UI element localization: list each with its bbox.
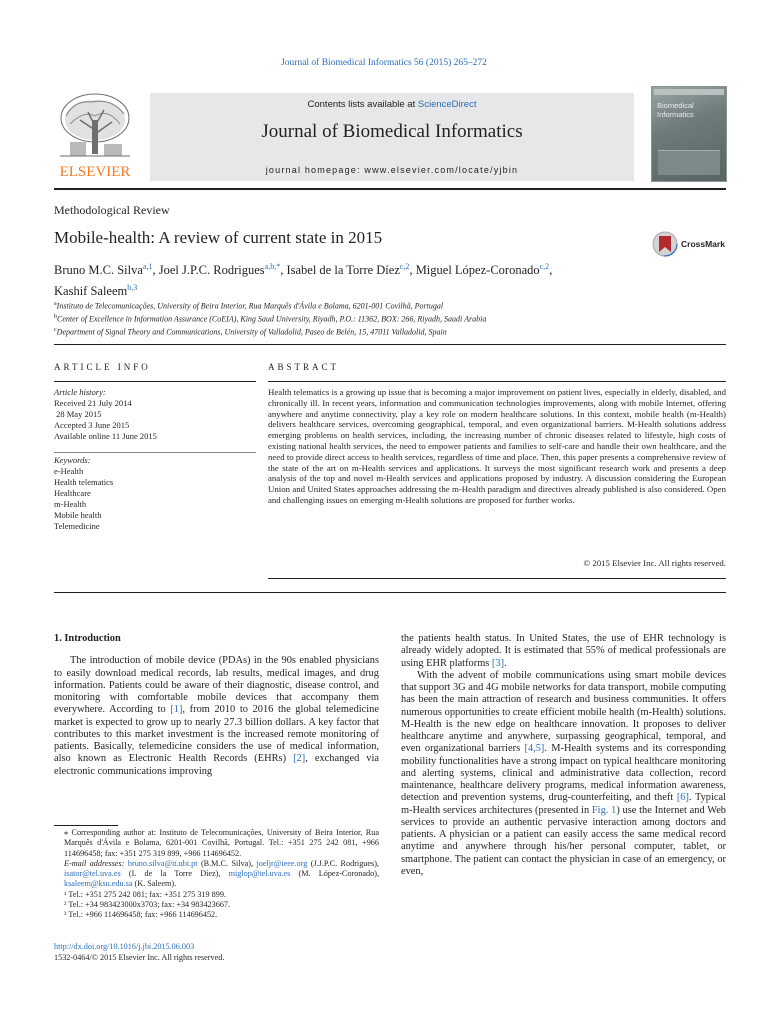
figure-link[interactable]: Fig. 1 bbox=[591, 804, 617, 816]
affiliation-item: $^c$Department of Signal Theory and Communications, University of Valladolid, Paseo de Belén, 15, 47011 Valladolid, Spain bbox=[54, 327, 447, 337]
intro-paragraph: The introduction of mobile device (PDAs) in the 90s enabled physicians to easily download medical records, lab results, medical images, and drug information. Patients could be aware of their diagnostic, disease control, and monitoring with comfortable mobile devices that accompany them everywhere. According to [1], from 2010 to 2016 the global telemedicine market is expected to grow up to nearly 27.3 billion dollars. A key factor that contributes to this market investment is the increased remote monitoring of patients. Basically, telemedicine considers the use of medical information, also known as Electronic Health Records (EHRs) [2], exchanged via electronic communications improving bbox=[54, 655, 379, 777]
history-item: 28 May 2015 bbox=[54, 409, 102, 419]
footnote-2: ² Tel.: +34 983423000x3703; fax: +34 983423667. bbox=[64, 900, 231, 910]
footnotes bbox=[54, 828, 379, 921]
section-heading-introduction: 1. Introduction bbox=[54, 633, 121, 644]
footnote-1: ¹ Tel.: +351 275 242 081; fax: +351 275 319 899. bbox=[64, 889, 226, 899]
doi-block bbox=[54, 942, 224, 963]
elsevier-logo bbox=[54, 90, 136, 182]
affiliation-item: $^b$Center of Excellence in Information Assurance (CoEIA), King Saud University, Riyadh, P.O.: 11362, BOX: 266, Riyadh, Saudi Arabia bbox=[54, 314, 487, 324]
abstract-rule bbox=[268, 381, 726, 382]
elsevier-tree-icon bbox=[54, 90, 136, 182]
history-item: Accepted 3 June 2015 bbox=[54, 420, 130, 430]
email-link[interactable]: bruno.silva@it.ubi.pt bbox=[127, 858, 198, 868]
issn-line: 1532-0464/© 2015 Elsevier Inc. All rights reserved. bbox=[54, 952, 225, 962]
author-affiliation-ref[interactable]: a,b,* bbox=[264, 262, 281, 271]
citation-link[interactable]: [3] bbox=[491, 657, 505, 669]
citation-link[interactable]: [4,5] bbox=[524, 743, 545, 755]
corresponding-author-note: ⁎ Corresponding author at: Instituto de Telecomunicações, University of Beira Interior, Rua Marquês d'Ávila e Bolama, 6201-001 Covilhã, Portugal. Tel.: +351 275 242 081, +966 114696458; fax: +351 275 319 899, +966 114696452. bbox=[64, 828, 379, 858]
history-label: Article history: bbox=[54, 387, 106, 397]
body-divider bbox=[54, 592, 726, 593]
crossmark-label: CrossMark bbox=[681, 239, 725, 249]
keyword-item: Healthcare bbox=[54, 488, 91, 498]
journal-homepage-link[interactable]: journal homepage: www.elsevier.com/locate/yjbin bbox=[265, 165, 519, 175]
authors-divider bbox=[54, 344, 726, 345]
author-affiliation-ref[interactable]: a,1 bbox=[142, 262, 153, 271]
affiliation-item: $^a$Instituto de Telecomunicações, University of Beira Interior, Rua Marquês d'Ávila e Bolama, 6201-001 Covilhã, Portugal bbox=[54, 301, 444, 311]
article-title: Mobile-health: A review of current state in 2015 bbox=[54, 228, 383, 247]
email-link[interactable]: joeljr@ieee.org bbox=[256, 858, 308, 868]
author-name: Bruno M.C. Silva bbox=[54, 263, 143, 278]
abstract-bottom-rule bbox=[268, 578, 726, 579]
contents-prefix: Contents lists available at bbox=[307, 99, 416, 110]
keyword-item: m-Health bbox=[54, 499, 87, 509]
crossmark-button[interactable] bbox=[652, 230, 725, 258]
footnote-rule bbox=[54, 825, 118, 826]
contents-available-line bbox=[150, 99, 634, 110]
author-name: Isabel de la Torre Díez bbox=[286, 263, 400, 278]
email-link[interactable]: miglop@tel.uva.es bbox=[228, 869, 291, 879]
keyword-item: Health telematics bbox=[54, 477, 114, 487]
right-column bbox=[401, 633, 726, 878]
journal-header-banner bbox=[150, 93, 634, 181]
email-addresses: E-mail addresses: bruno.silva@it.ubi.pt (B.M.C. Silva), joeljr@ieee.org (J.J.P.C. Rodrigues), isator@tel.uva.es (I. de la Torre Díez), miglop@tel.uva.es (M. López-Coronado), ksaleem@ksu.edu.sa (K. Saleem). bbox=[64, 858, 379, 889]
history-item: Available online 11 June 2015 bbox=[54, 431, 157, 441]
svg-text:ELSEVIER: ELSEVIER bbox=[59, 164, 131, 180]
keyword-item: Telemedicine bbox=[54, 521, 100, 531]
author-affiliation-ref[interactable]: c,2 bbox=[399, 262, 410, 271]
author-list: Bruno M.C. Silva$^{a,1}$, Joel J.P.C. Rodrigues$^{a,b,*}$, Isabel de la Torre Díez$^{c,2}$, Miguel López-Coronado$^{c,2}$, Kashif Saleem$^{b,3}$ bbox=[54, 262, 553, 299]
citation-link[interactable]: [6] bbox=[676, 792, 689, 804]
left-column bbox=[54, 633, 379, 778]
author-affiliation-ref[interactable]: c,2 bbox=[539, 262, 550, 271]
footnote-3: ³ Tel.: +966 114696458; fax: +966 114696452. bbox=[64, 910, 218, 920]
author-name: Miguel López-Coronado bbox=[415, 263, 540, 278]
body-paragraph: With the advent of mobile communications using smart mobile devices that support 3G and 4G mobile networks for data transport, mobile computing has been the main attraction of research and business communities. It offers numerous opportunities to create efficient mobile health (m-Health) solutions. M-Health is the new edge on healthcare innovation. It proposes to deliver healthcare anytime and anywhere, surpassing geographical, temporal, and even organizational barriers [4,5]. M-Health systems and its corresponding mobility functionalities have a strong impact on typical healthcare monitoring and alerting systems, clinical and administrative data collection, record maintenance, healthcare delivery programs, medical information awareness, detection and prevention systems, drug-counterfeiting, and theft [6]. Typical m-Health services architectures (presented in Fig. 1) use the Internet and Web services to provide an authentic pervasive interaction among doctors and patients. A physician or a patient can easily access the same medical record anytime and anywhere through his/her personal computer, tablet, or smartphone. The patient can contact the physician in case of an emergency, or even, bbox=[401, 669, 727, 877]
doi-link[interactable]: http://dx.doi.org/10.1016/j.jbi.2015.06.003 bbox=[54, 942, 195, 951]
author-affiliation-ref[interactable]: b,3 bbox=[127, 283, 138, 293]
article-type: Methodological Review bbox=[54, 203, 170, 217]
history-item: Received 21 July 2014 bbox=[54, 398, 132, 408]
cover-title: Biomedical Informatics bbox=[657, 101, 694, 119]
article-info-heading: ARTICLE INFO bbox=[54, 362, 151, 372]
body-paragraph: the patients health status. In United States, the use of EHR technology is already widely adopted. It is estimated that 55% of medical professionals are using EHR platforms [3]. bbox=[401, 633, 726, 669]
keywords bbox=[54, 455, 254, 532]
citation-link[interactable]: [1] bbox=[170, 704, 183, 716]
affiliations bbox=[54, 299, 724, 338]
author-name: Joel J.P.C. Rodrigues bbox=[158, 263, 265, 278]
crossmark-icon bbox=[652, 230, 678, 258]
keyword-item: e-Health bbox=[54, 466, 84, 476]
email-link[interactable]: ksaleem@ksu.edu.sa bbox=[64, 879, 133, 889]
journal-title: Journal of Biomedical Informatics bbox=[261, 121, 523, 142]
keywords-label: Keywords: bbox=[54, 455, 91, 465]
abstract-copyright: © 2015 Elsevier Inc. All rights reserved. bbox=[583, 558, 726, 568]
article-info-divider bbox=[54, 452, 256, 453]
keyword-item: Mobile health bbox=[54, 510, 102, 520]
abstract-heading: ABSTRACT bbox=[268, 362, 340, 372]
article-history bbox=[54, 387, 254, 442]
journal-citation-link[interactable]: Journal of Biomedical Informatics 56 (2015) 265–272 bbox=[281, 58, 487, 68]
citation-link[interactable]: [2] bbox=[293, 753, 306, 765]
sciencedirect-link[interactable]: ScienceDirect bbox=[417, 99, 477, 110]
author-name: Kashif Saleem bbox=[54, 284, 128, 299]
email-link[interactable]: isator@tel.uva.es bbox=[64, 869, 121, 879]
header-divider bbox=[54, 188, 726, 190]
journal-cover-image bbox=[651, 86, 727, 182]
article-info-rule bbox=[54, 381, 256, 382]
abstract-text: Health telematics is a growing up issue that is becoming a major improvement on patient lives, especially in elderly, disabled, and chronically ill. In recent years, information and communication technologies improvements, along with mobile Internet, offering anywhere and anytime connectivity, play a key role on modern healthcare solutions. In this context, mobile health (m-Health) delivers healthcare services, overcoming geographical, temporal, and even organizational barriers. M-Health solutions address emerging problems on health services, including, the increasing number of chronic diseases related to lifestyle, high costs of existing national health services, the need to empower patients and families to self-care and handle their own healthcare, and the need to provide direct access to health services, regardless of time and place. Then, this paper presents a comprehensive review of the state of the art on m-Health services and applications. It surveys the most significant research work and presents a deep analysis of the top and novel m-Health services and applications proposed by industry. A discussion considering the European Union and United States approaches addressing the m-Health paradigm and directives already published is also considered. Open and challenging issues on emerging m-Health solutions are proposed for further works. bbox=[268, 387, 726, 505]
